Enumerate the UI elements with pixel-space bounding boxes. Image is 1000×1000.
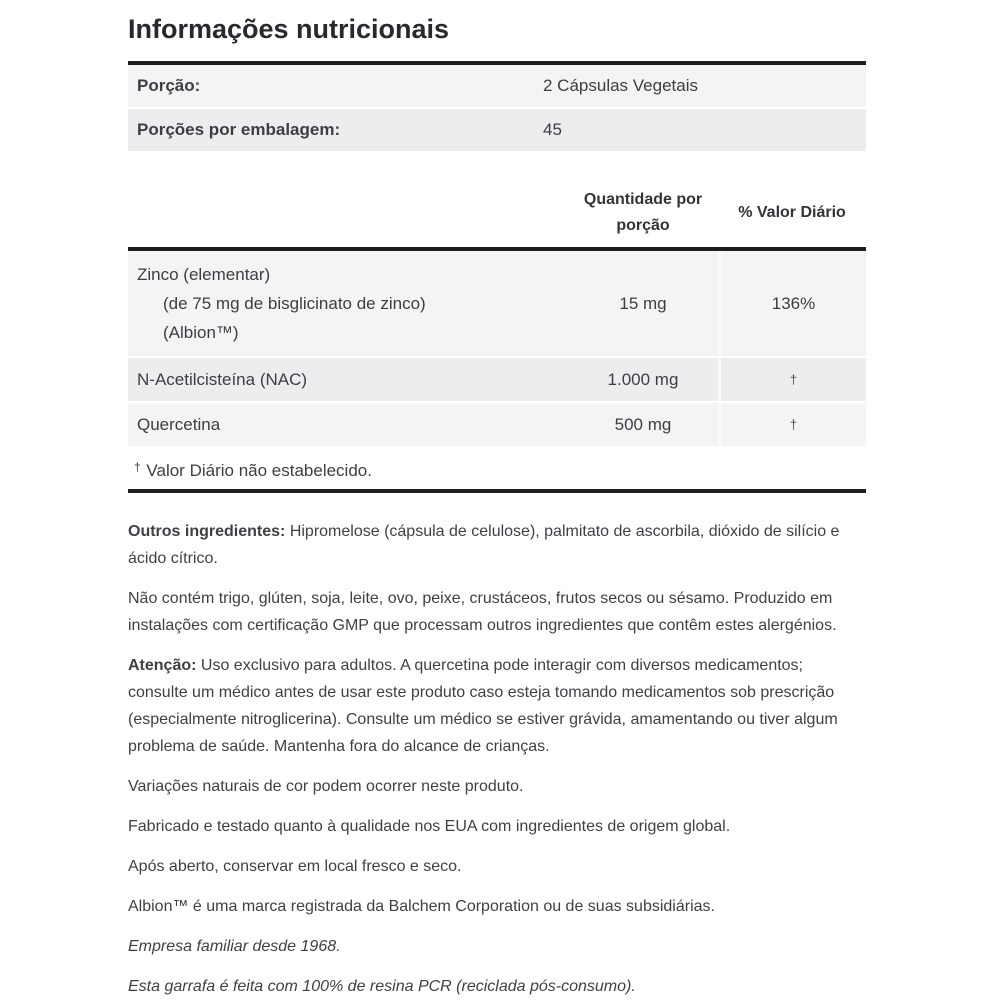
bottle-note-paragraph: Esta garrafa é feita com 100% de resina PCR (reciclada pós-consumo).: [128, 978, 636, 995]
nutrient-name-line: (Albion™): [163, 323, 239, 342]
info-paragraphs: [128, 518, 866, 1000]
table-row-nac: [128, 358, 866, 401]
serving-info-table: [128, 65, 866, 151]
nutrient-daily-value: [718, 251, 866, 356]
nutrient-amount: 1.000 mg: [607, 369, 679, 389]
nutrient-name: [128, 410, 568, 439]
servings-per-container-row: [128, 109, 866, 151]
nutrient-daily-value: [718, 358, 866, 401]
trademark-paragraph: Albion™ é uma marca registrada da Balchem Corporation ou de suas subsidiárias.: [128, 898, 715, 915]
nutrient-name: [128, 251, 568, 356]
family-note-paragraph: Empresa familiar desde 1968.: [128, 938, 341, 955]
nutrient-name-line: (de 75 mg de bisglicinato de zinco): [163, 294, 426, 313]
serving-size-row: [128, 65, 866, 109]
footnote-text: Valor Diário não estabelecido.: [146, 461, 372, 480]
nutrient-name-line: Quercetina: [137, 415, 221, 434]
nutrient-amount: 15 mg: [619, 293, 667, 313]
serving-size-value: 2 Cápsulas Vegetais: [543, 76, 698, 95]
caution-paragraph: [128, 652, 866, 760]
other-ingredients-label: Outros ingredientes:: [128, 523, 286, 540]
table-row-quercetin: [128, 403, 866, 446]
nutrient-name: [128, 365, 568, 394]
nutrient-name-line: N-Acetilcisteína (NAC): [137, 370, 308, 389]
nutrient-name-line: Zinco (elementar): [137, 265, 271, 284]
servings-per-container-value: 45: [543, 120, 562, 139]
other-ingredients-text: Hipromelose (cápsula de celulose), palmitato de ascorbila, dióxido de silício e ácido cítrico.: [128, 523, 840, 567]
nutrition-table-header: [128, 187, 866, 247]
daily-value-dagger: †: [789, 372, 798, 387]
other-ingredients-paragraph: [128, 518, 866, 572]
amount-per-serving-header: [568, 187, 718, 239]
nutrition-table-body: [128, 251, 866, 446]
nutrient-daily-value: [718, 403, 866, 446]
table-footnote: [128, 446, 866, 489]
divider-bottom-bar: [128, 489, 866, 493]
allergen-paragraph: Não contém trigo, glúten, soja, leite, ovo, peixe, crustáceos, frutos secos ou sésamo. Produzido em instalações com certificação GMP que processam outros ingredientes que contêm estes alergénios.: [128, 590, 837, 634]
table-row-zinc: [128, 251, 866, 356]
quality-paragraph: Fabricado e testado quanto à qualidade nos EUA com ingredientes de origem global.: [128, 818, 731, 835]
footnote-dagger-symbol: †: [134, 460, 141, 474]
color-variation-paragraph: Variações naturais de cor podem ocorrer neste produto.: [128, 778, 524, 795]
amount-header-line-1: Quantidade por: [583, 191, 703, 208]
page-title: Informações nutricionais: [128, 14, 450, 44]
daily-value-header: % Valor Diário: [738, 204, 846, 221]
servings-per-container-label: Porções por embalagem:: [137, 120, 341, 139]
caution-label: Atenção:: [128, 657, 197, 674]
serving-size-label: Porção:: [137, 76, 201, 95]
daily-value-dagger: †: [789, 417, 798, 432]
caution-text: Uso exclusivo para adultos. A quercetina pode interagir com diversos medicamentos; consulte um médico antes de usar este produto caso esteja tomando medicamentos sob prescrição (especialmente nitroglicerina). Consulte um médico se estiver grávida, amamentando ou tiver algum problema de saúde. Mantenha fora do alcance de crianças.: [128, 657, 838, 755]
storage-paragraph: Após aberto, conservar em local fresco e seco.: [128, 858, 462, 875]
daily-value-text: 136%: [771, 293, 816, 313]
nutrient-amount: 500 mg: [614, 414, 672, 434]
nutrition-label-page: [128, 13, 866, 1000]
amount-header-line-2: porção: [616, 217, 670, 234]
